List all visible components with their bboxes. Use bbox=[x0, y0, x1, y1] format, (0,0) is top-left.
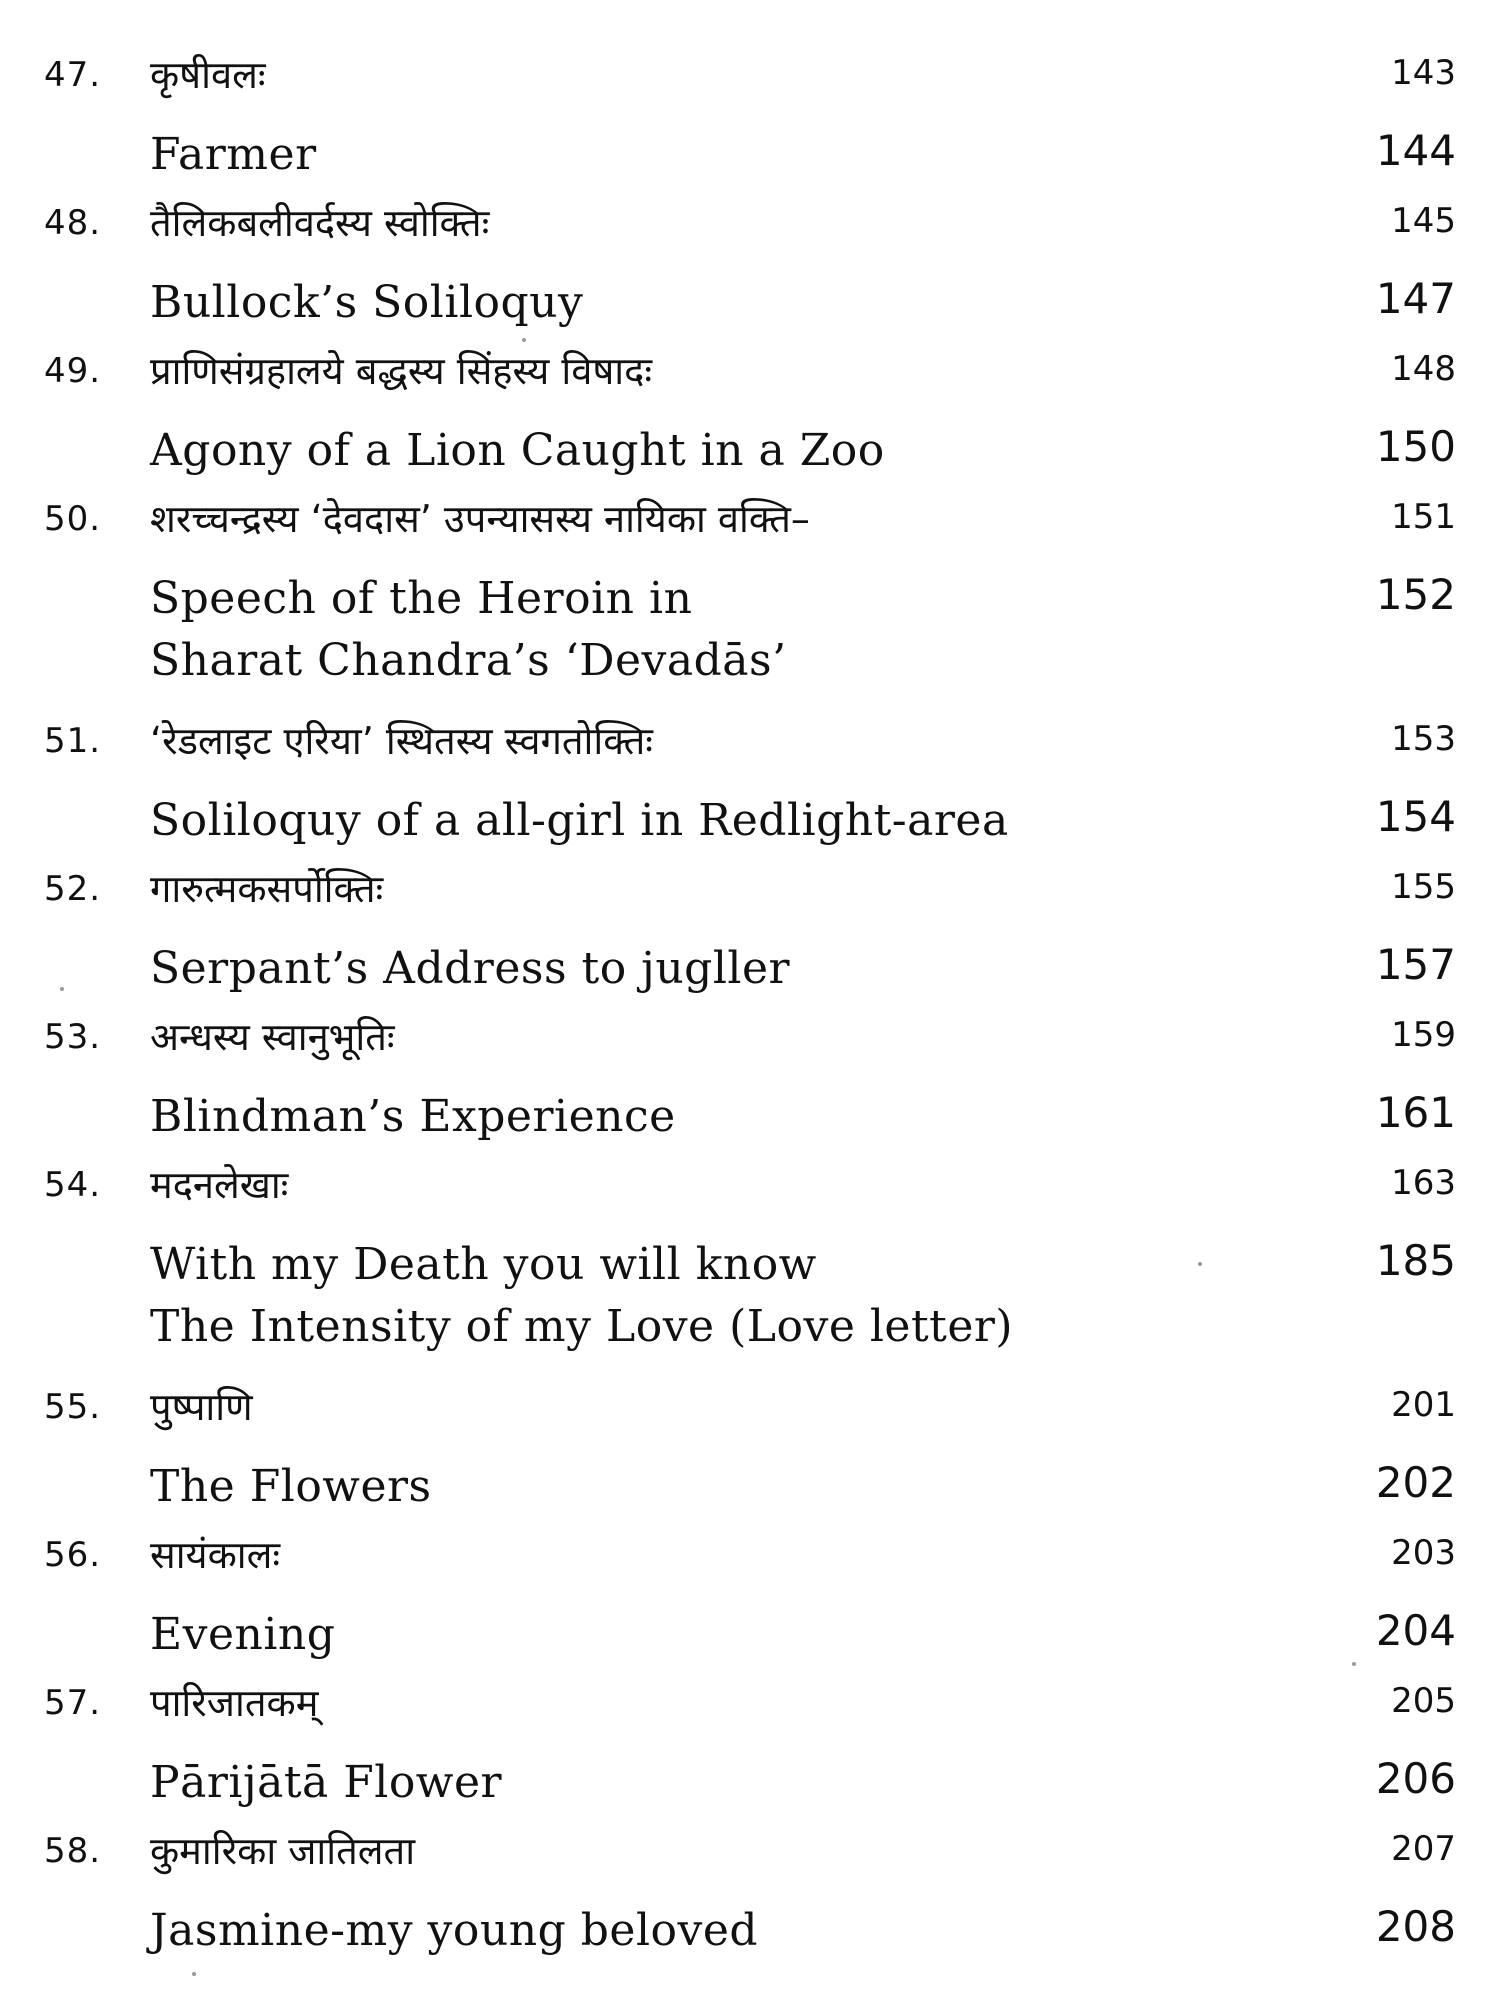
english-title-line: Serpant’s Address to jugller bbox=[150, 943, 791, 994]
english-title bbox=[150, 1086, 1314, 1148]
sanskrit-page-number: 201 bbox=[1391, 1385, 1456, 1425]
toc-entry-english bbox=[44, 1076, 1464, 1150]
english-page-number: 154 bbox=[1375, 792, 1456, 841]
entry-number: 53. bbox=[44, 1017, 102, 1057]
sanskrit-page-number: 153 bbox=[1391, 719, 1456, 759]
toc-entry-english bbox=[44, 1890, 1464, 1964]
sanskrit-page-number: 163 bbox=[1391, 1163, 1456, 1203]
english-page-number: 208 bbox=[1375, 1902, 1456, 1951]
sanskrit-title: प्राणिसंग्रहालये बद्धस्य सिंहस्य विषादः bbox=[150, 349, 653, 393]
english-title bbox=[150, 420, 1314, 482]
english-title-line: With my Death you will know bbox=[150, 1239, 817, 1290]
entry-number: 48. bbox=[44, 203, 102, 243]
toc-entry-english bbox=[44, 410, 1464, 484]
toc-entry-sanskrit bbox=[44, 854, 1464, 928]
sanskrit-title: पुष्पाणि bbox=[150, 1385, 253, 1429]
english-page-number: 152 bbox=[1375, 570, 1456, 619]
english-title bbox=[150, 272, 1314, 334]
entry-number: 50. bbox=[44, 499, 102, 539]
toc-entry-english bbox=[44, 1446, 1464, 1520]
sanskrit-title: कृषीवलः bbox=[150, 53, 266, 97]
print-speck bbox=[1352, 1662, 1356, 1666]
print-speck bbox=[60, 987, 64, 991]
sanskrit-page-number: 143 bbox=[1391, 53, 1456, 93]
sanskrit-page-number: 148 bbox=[1391, 349, 1456, 389]
print-speck bbox=[1198, 1262, 1202, 1266]
toc-entry-english bbox=[44, 114, 1464, 188]
english-page-number: 150 bbox=[1375, 422, 1456, 471]
english-title-line: The Intensity of my Love (Love letter) bbox=[150, 1301, 1014, 1352]
toc-entry-sanskrit bbox=[44, 484, 1464, 558]
sanskrit-title: शरच्चन्द्रस्य ‘देवदास’ उपन्यासस्य नायिका वक्ति– bbox=[150, 497, 810, 541]
sanskrit-page-number: 159 bbox=[1391, 1015, 1456, 1055]
english-title bbox=[150, 568, 1314, 692]
toc-entry-sanskrit bbox=[44, 1002, 1464, 1076]
sanskrit-title: कुमारिका जातिलता bbox=[150, 1829, 416, 1873]
entry-number: 56. bbox=[44, 1535, 102, 1575]
english-title-line: Bullock’s Soliloquy bbox=[150, 277, 584, 328]
english-title-line: Evening bbox=[150, 1609, 336, 1660]
toc-entry-sanskrit bbox=[44, 1668, 1464, 1742]
entry-number: 49. bbox=[44, 351, 102, 391]
sanskrit-page-number: 155 bbox=[1391, 867, 1456, 907]
toc-entry-english bbox=[44, 262, 1464, 336]
english-title-line: The Flowers bbox=[150, 1461, 432, 1512]
english-title-line: Sharat Chandra’s ‘Devadās’ bbox=[150, 635, 787, 686]
english-title bbox=[150, 124, 1314, 186]
english-page-number: 147 bbox=[1375, 274, 1456, 323]
english-page-number: 202 bbox=[1375, 1458, 1456, 1507]
entry-number: 54. bbox=[44, 1165, 102, 1205]
toc-entry-sanskrit bbox=[44, 1372, 1464, 1446]
english-page-number: 204 bbox=[1375, 1606, 1456, 1655]
sanskrit-title: ‘रेडलाइट एरिया’ स्थितस्य स्वगतोक्तिः bbox=[150, 719, 653, 763]
toc-entry-sanskrit bbox=[44, 706, 1464, 780]
english-title bbox=[150, 1456, 1314, 1518]
english-title-line: Blindman’s Experience bbox=[150, 1091, 676, 1142]
toc-entry-english bbox=[44, 558, 1464, 706]
english-page-number: 144 bbox=[1375, 126, 1456, 175]
toc-entry-english bbox=[44, 780, 1464, 854]
english-title bbox=[150, 1752, 1314, 1814]
english-title-line: Agony of a Lion Caught in a Zoo bbox=[150, 425, 885, 476]
entry-number: 58. bbox=[44, 1831, 102, 1871]
english-title-line: Pārijātā Flower bbox=[150, 1757, 503, 1808]
entry-number: 55. bbox=[44, 1387, 102, 1427]
sanskrit-title: पारिजातकम् bbox=[150, 1681, 319, 1725]
entry-number: 57. bbox=[44, 1683, 102, 1723]
sanskrit-page-number: 207 bbox=[1391, 1829, 1456, 1869]
english-page-number: 185 bbox=[1375, 1236, 1456, 1285]
english-title bbox=[150, 1604, 1314, 1666]
english-title bbox=[150, 1234, 1314, 1358]
toc-entry-english bbox=[44, 928, 1464, 1002]
toc-entry-english bbox=[44, 1224, 1464, 1372]
english-title bbox=[150, 938, 1314, 1000]
english-title bbox=[150, 790, 1314, 852]
english-title-line: Soliloquy of a all-girl in Redlight-area bbox=[150, 795, 1009, 846]
sanskrit-page-number: 151 bbox=[1391, 497, 1456, 537]
english-page-number: 157 bbox=[1375, 940, 1456, 989]
toc-entry-english bbox=[44, 1742, 1464, 1816]
entry-number: 52. bbox=[44, 869, 102, 909]
english-page-number: 161 bbox=[1375, 1088, 1456, 1137]
entry-number: 51. bbox=[44, 721, 102, 761]
sanskrit-page-number: 205 bbox=[1391, 1681, 1456, 1721]
print-speck bbox=[192, 1972, 196, 1976]
sanskrit-title: सायंकालः bbox=[150, 1533, 281, 1577]
sanskrit-page-number: 203 bbox=[1391, 1533, 1456, 1573]
toc-entry-sanskrit bbox=[44, 336, 1464, 410]
entry-number: 47. bbox=[44, 55, 102, 95]
english-page-number: 206 bbox=[1375, 1754, 1456, 1803]
english-title-line: Farmer bbox=[150, 129, 317, 180]
toc-entry-sanskrit bbox=[44, 188, 1464, 262]
english-title-line: Speech of the Heroin in bbox=[150, 573, 693, 624]
english-title-line: Jasmine-my young beloved bbox=[150, 1905, 759, 1956]
sanskrit-title: मदनलेखाः bbox=[150, 1163, 289, 1207]
sanskrit-title: तैलिकबलीवर्दस्य स्वोक्तिः bbox=[150, 201, 490, 245]
table-of-contents bbox=[44, 40, 1464, 1964]
toc-entry-sanskrit bbox=[44, 1520, 1464, 1594]
print-speck bbox=[522, 338, 526, 342]
toc-entry-sanskrit bbox=[44, 1150, 1464, 1224]
toc-entry-sanskrit bbox=[44, 1816, 1464, 1890]
sanskrit-title: अन्धस्य स्वानुभूतिः bbox=[150, 1015, 395, 1059]
sanskrit-page-number: 145 bbox=[1391, 201, 1456, 241]
toc-entry-english bbox=[44, 1594, 1464, 1668]
toc-entry-sanskrit bbox=[44, 40, 1464, 114]
english-title bbox=[150, 1900, 1314, 1962]
sanskrit-title: गारुत्मकसर्पोक्तिः bbox=[150, 867, 384, 911]
